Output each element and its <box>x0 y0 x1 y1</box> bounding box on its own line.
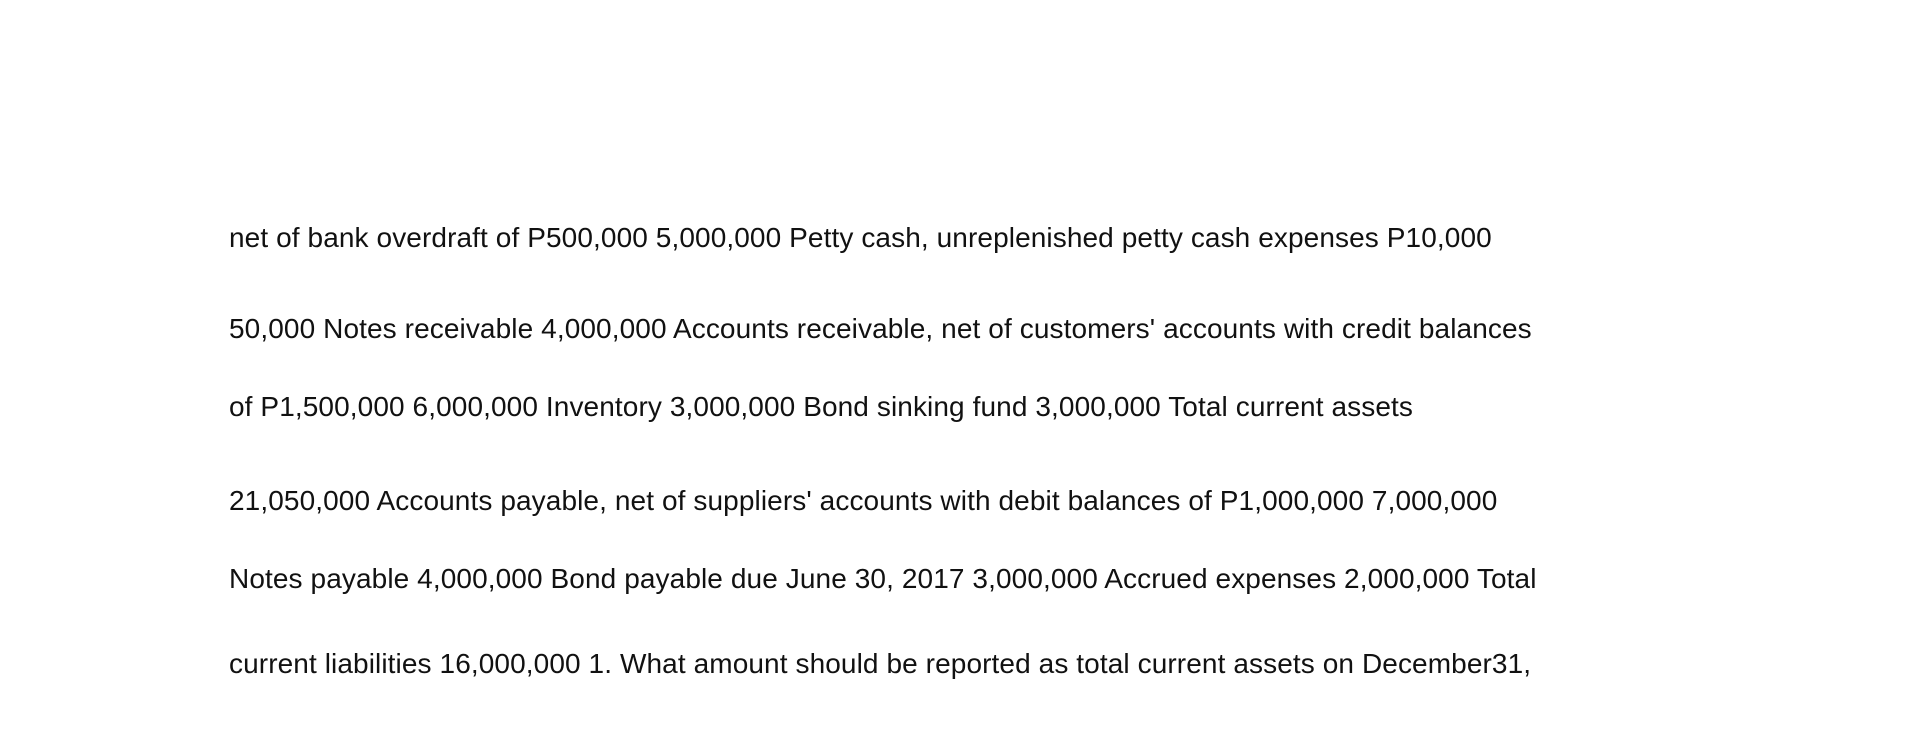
text-line-3: of P1,500,000 6,000,000 Inventory 3,000,000 Bond sinking fund 3,000,000 Total current assets <box>229 391 1413 422</box>
text-line-1: net of bank overdraft of P500,000 5,000,000 Petty cash, unreplenished petty cash expenses P10,000 <box>229 222 1492 253</box>
text-line-4: 21,050,000 Accounts payable, net of suppliers' accounts with debit balances of P1,000,000 7,000,000 <box>229 485 1498 516</box>
text-line-2: 50,000 Notes receivable 4,000,000 Accounts receivable, net of customers' accounts with credit balances <box>229 313 1532 344</box>
text-line-5: Notes payable 4,000,000 Bond payable due June 30, 2017 3,000,000 Accrued expenses 2,000,000 Total <box>229 563 1537 594</box>
text-line-6: current liabilities 16,000,000 1. What amount should be reported as total current assets on December31, <box>229 648 1532 679</box>
